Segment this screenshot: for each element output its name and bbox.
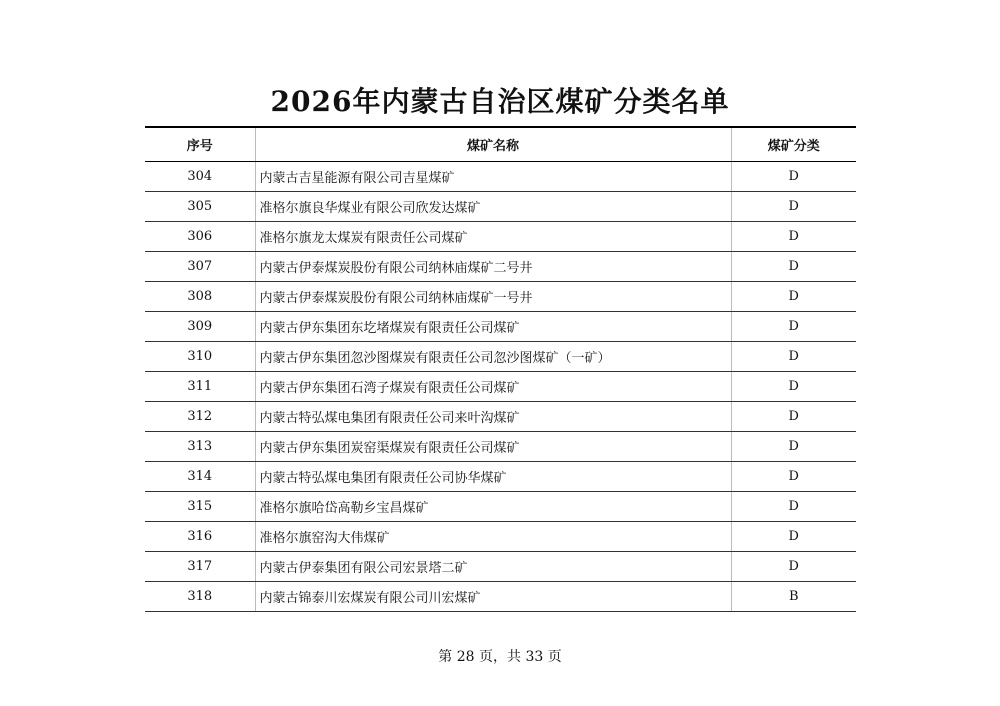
table-header-row bbox=[145, 127, 856, 162]
row-serial-number: 305 bbox=[145, 192, 255, 222]
row-mine-category: D bbox=[731, 222, 856, 252]
row-mine-name: 准格尔旗良华煤业有限公司欣发达煤矿 bbox=[255, 192, 731, 222]
table-row bbox=[145, 402, 856, 432]
row-mine-category: D bbox=[731, 192, 856, 222]
row-serial-number: 313 bbox=[145, 432, 255, 462]
footer-middle: 页，共 bbox=[479, 649, 521, 665]
row-serial-number: 312 bbox=[145, 402, 255, 432]
row-serial-number: 317 bbox=[145, 552, 255, 582]
header-mine-name: 煤矿名称 bbox=[255, 127, 731, 162]
header-mine-category: 煤矿分类 bbox=[731, 127, 856, 162]
row-mine-category: D bbox=[731, 432, 856, 462]
table-row bbox=[145, 162, 856, 192]
row-mine-name: 准格尔旗龙太煤炭有限责任公司煤矿 bbox=[255, 222, 731, 252]
row-mine-category: D bbox=[731, 492, 856, 522]
row-serial-number: 310 bbox=[145, 342, 255, 372]
row-serial-number: 307 bbox=[145, 252, 255, 282]
row-mine-name: 内蒙古特弘煤电集团有限责任公司来叶沟煤矿 bbox=[255, 402, 731, 432]
row-mine-name: 准格尔旗窑沟大伟煤矿 bbox=[255, 522, 731, 552]
row-mine-category: D bbox=[731, 402, 856, 432]
row-mine-category: D bbox=[731, 342, 856, 372]
footer-suffix: 页 bbox=[547, 649, 562, 665]
page-title: 2026年内蒙古自治区煤矿分类名单 bbox=[270, 85, 730, 118]
table-row bbox=[145, 192, 856, 222]
total-page-count: 33 bbox=[525, 649, 544, 665]
table-row bbox=[145, 282, 856, 312]
table-row bbox=[145, 582, 856, 612]
row-mine-name: 内蒙古伊东集团东圪堵煤炭有限责任公司煤矿 bbox=[255, 312, 731, 342]
table-row bbox=[145, 552, 856, 582]
row-mine-name: 内蒙古伊泰煤炭股份有限公司纳林庙煤矿一号井 bbox=[255, 282, 731, 312]
table-row bbox=[145, 462, 856, 492]
header-serial-number: 序号 bbox=[145, 127, 255, 162]
table-row bbox=[145, 252, 856, 282]
row-serial-number: 306 bbox=[145, 222, 255, 252]
row-mine-category: D bbox=[731, 552, 856, 582]
row-mine-category: D bbox=[731, 372, 856, 402]
page-footer bbox=[0, 646, 1000, 666]
row-serial-number: 304 bbox=[145, 162, 255, 192]
row-mine-name: 准格尔旗哈岱高勒乡宝昌煤矿 bbox=[255, 492, 731, 522]
row-mine-name: 内蒙古伊东集团忽沙图煤炭有限责任公司忽沙图煤矿（一矿） bbox=[255, 342, 731, 372]
table-row bbox=[145, 312, 856, 342]
row-serial-number: 309 bbox=[145, 312, 255, 342]
table-row bbox=[145, 492, 856, 522]
row-mine-category: D bbox=[731, 162, 856, 192]
row-serial-number: 318 bbox=[145, 582, 255, 612]
row-mine-name: 内蒙古特弘煤电集团有限责任公司协华煤矿 bbox=[255, 462, 731, 492]
coal-mine-table bbox=[145, 126, 856, 612]
row-serial-number: 308 bbox=[145, 282, 255, 312]
row-mine-category: D bbox=[731, 312, 856, 342]
row-mine-name: 内蒙古伊泰集团有限公司宏景塔二矿 bbox=[255, 552, 731, 582]
table-row bbox=[145, 372, 856, 402]
row-mine-name: 内蒙古锦泰川宏煤炭有限公司川宏煤矿 bbox=[255, 582, 731, 612]
table-row bbox=[145, 342, 856, 372]
table-row bbox=[145, 432, 856, 462]
row-mine-name: 内蒙古伊泰煤炭股份有限公司纳林庙煤矿二号井 bbox=[255, 252, 731, 282]
row-mine-name: 内蒙古伊东集团石湾子煤炭有限责任公司煤矿 bbox=[255, 372, 731, 402]
row-mine-category: D bbox=[731, 522, 856, 552]
table-row bbox=[145, 222, 856, 252]
table-row bbox=[145, 522, 856, 552]
row-serial-number: 311 bbox=[145, 372, 255, 402]
current-page-number: 28 bbox=[456, 649, 475, 665]
row-mine-category: D bbox=[731, 462, 856, 492]
row-serial-number: 314 bbox=[145, 462, 255, 492]
row-mine-category: D bbox=[731, 252, 856, 282]
footer-prefix: 第 bbox=[438, 649, 453, 665]
row-serial-number: 316 bbox=[145, 522, 255, 552]
row-mine-category: D bbox=[731, 282, 856, 312]
row-mine-name: 内蒙古吉星能源有限公司吉星煤矿 bbox=[255, 162, 731, 192]
row-mine-name: 内蒙古伊东集团炭窑渠煤炭有限责任公司煤矿 bbox=[255, 432, 731, 462]
row-mine-category: B bbox=[731, 582, 856, 612]
row-serial-number: 315 bbox=[145, 492, 255, 522]
